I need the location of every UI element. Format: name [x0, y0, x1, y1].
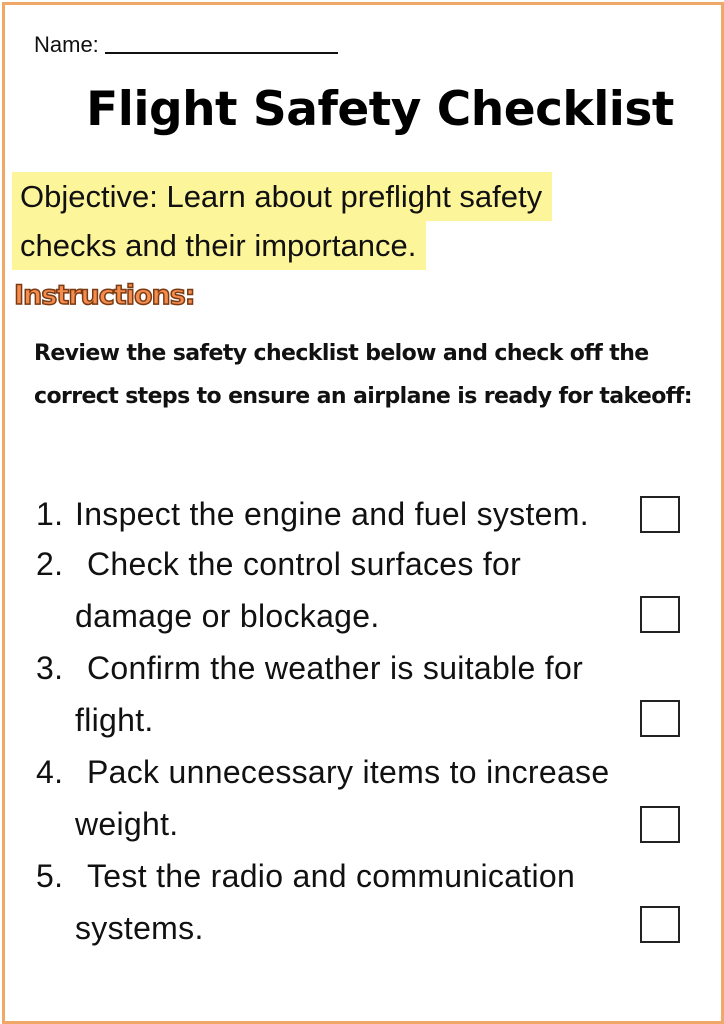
- item-text-line-1: Test the radio and communication: [87, 858, 576, 894]
- item-text-line-2: systems.: [75, 910, 204, 946]
- item-text: [36, 642, 646, 746]
- item-number: 4.: [36, 754, 64, 790]
- name-label: Name:: [34, 32, 99, 57]
- item-text-line-2: damage or blockage.: [75, 598, 380, 634]
- item-text-line-2: flight.: [75, 702, 154, 738]
- item-text-line-1: Inspect the engine and fuel system.: [75, 496, 589, 532]
- checklist-item-2: [36, 538, 646, 642]
- item-text-line-1: Pack unnecessary items to increase: [87, 754, 610, 790]
- page-title: Flight Safety Checklist: [86, 82, 674, 137]
- item-number: 5.: [36, 858, 64, 894]
- checklist-item-1: [36, 488, 646, 540]
- checklist-item-3: [36, 642, 646, 746]
- checkbox-item-3[interactable]: [640, 700, 680, 737]
- item-number: 3.: [36, 650, 64, 686]
- item-text: [36, 746, 646, 850]
- checkbox-item-1[interactable]: [640, 496, 680, 533]
- item-text-line-1: Check the control surfaces for: [87, 546, 522, 582]
- item-number: 1.: [36, 496, 64, 532]
- objective-line-2: checks and their importance.: [12, 221, 426, 270]
- instructions-text: Review the safety checklist below and check off the correct steps to ensure an airplane is ready for takeoff:: [34, 341, 692, 409]
- item-text-line-1: Confirm the weather is suitable for: [87, 650, 584, 686]
- checkbox-item-2[interactable]: [640, 596, 680, 633]
- item-text: [36, 538, 646, 642]
- item-text: [36, 488, 646, 540]
- objective-line-1: Objective: Learn about preflight safety: [12, 172, 552, 221]
- instructions-heading: Instructions:: [14, 280, 195, 311]
- checkbox-item-4[interactable]: [640, 806, 680, 843]
- checkbox-item-5[interactable]: [640, 906, 680, 943]
- checklist-item-5: [36, 850, 646, 954]
- checklist-item-4: [36, 746, 646, 850]
- item-number: 2.: [36, 546, 64, 582]
- item-text: [36, 850, 646, 954]
- item-text-line-2: weight.: [75, 806, 179, 842]
